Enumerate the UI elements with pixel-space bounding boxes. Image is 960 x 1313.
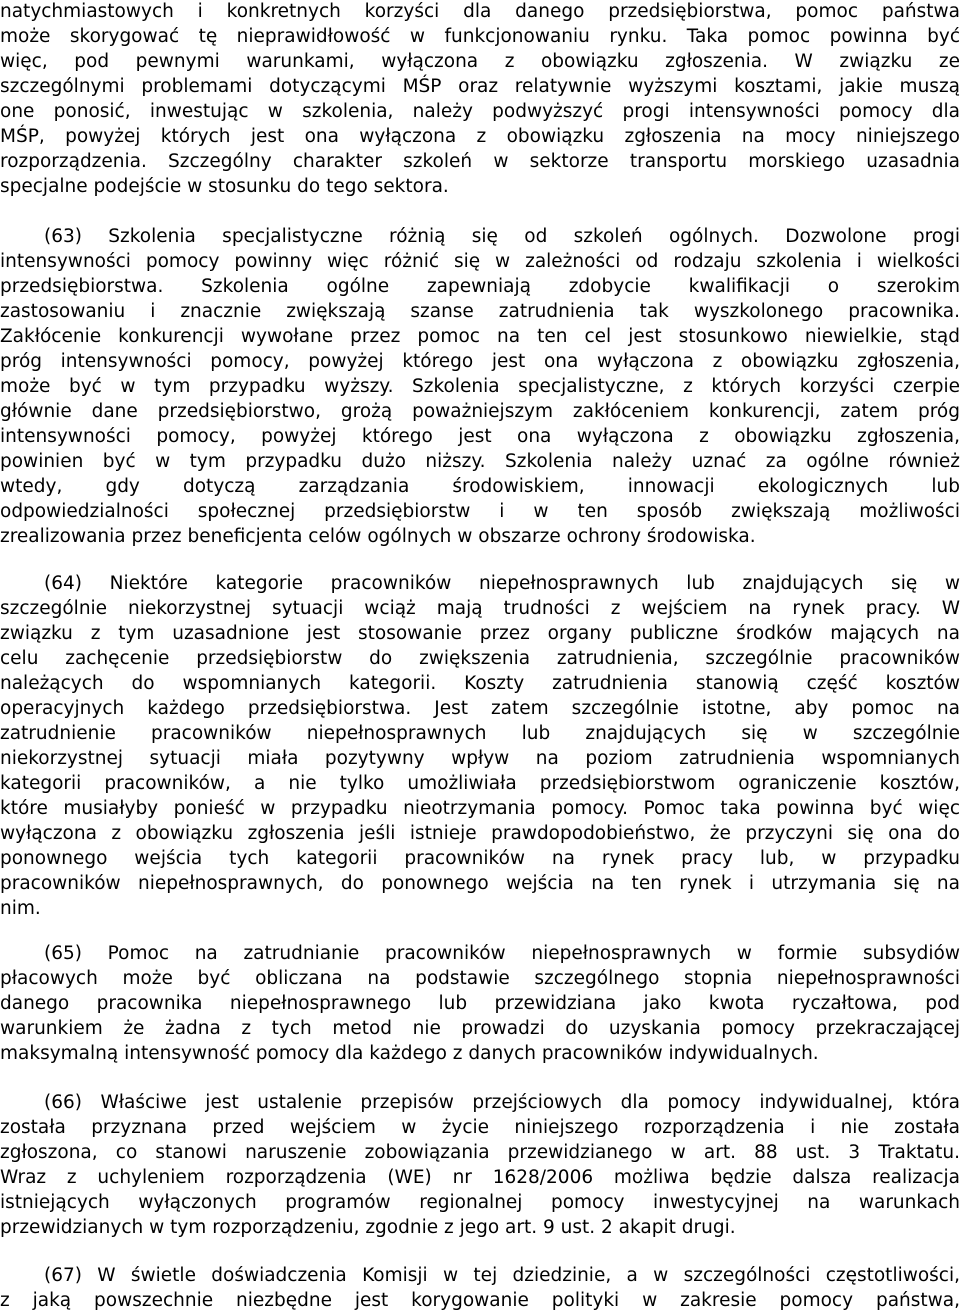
text-line: szczególnie niekorzystnej sytuacji wciąż mają trudności z wejściem na rynek pracy. W	[0, 598, 960, 619]
text-line: próg intensywności pomocy, powyżej którego jest ona wyłączona z obowiązku zgłoszenia,	[0, 351, 960, 372]
text-line: warunkiem że żadna z tych metod nie prowadzi do uzyskania pomocy przekraczającej	[0, 1018, 960, 1039]
text-line: przedsiębiorstwa. Szkolenia ogólne zapewniają zdobycie kwalifikacji o szerokim	[0, 276, 960, 297]
text-line: związku z tym uzasadnione jest stosowanie przez organy publiczne środków mających na	[0, 623, 960, 644]
text-line: może być w tym przypadku wyższy. Szkolenia specjalistyczne, z których korzyści czerpie	[0, 376, 960, 397]
text-line: powinien być w tym przypadku dużo niższy. Szkolenia należy uznać za ogólne również	[0, 451, 960, 472]
text-line: nim.	[0, 898, 41, 919]
text-line: natychmiastowych i konkretnych korzyści dla danego przedsiębiorstwa, pomoc państwa	[0, 1, 960, 22]
text-line: wyłączona z obowiązku zgłoszenia jeśli istnieje prawdopodobieństwo, że przyczyni się ona do	[0, 823, 960, 844]
text-line: przewidzianych w tym rozporządzeniu, zgodnie z jego art. 9 ust. 2 akapit drugi.	[0, 1217, 736, 1238]
text-line: celu zachęcenie przedsiębiorstw do zwiększenia zatrudnienia, szczególnie pracowników	[0, 648, 960, 669]
text-line: Wraz z uchyleniem rozporządzenia (WE) nr 1628/2006 możliwa będzie dalsza realizacja	[0, 1167, 960, 1188]
text-line: pracowników niepełnosprawnych, do ponownego wejścia na ten rynek i utrzymania się na	[0, 873, 960, 894]
text-line: może skorygować tę nieprawidłowość w funkcjonowaniu rynku. Taka pomoc powinna być	[0, 26, 960, 47]
text-line: istniejących wyłączonych programów regionalnej pomocy inwestycyjnej na warunkach	[0, 1192, 960, 1213]
text-line: została przyznana przed wejściem w życie niniejszego rozporządzenia i nie została	[0, 1117, 960, 1138]
text-line: (66) Właściwe jest ustalenie przepisów przejściowych dla pomocy indywidualnej, która	[44, 1092, 960, 1113]
text-line: głównie dane przedsiębiorstwo, grożą poważniejszym zakłóceniem konkurencji, zatem próg	[0, 401, 960, 422]
text-line: operacyjnych każdego przedsiębiorstwa. Jest zatem szczególnie istotne, aby pomoc na	[0, 698, 960, 719]
text-line: (65) Pomoc na zatrudnianie pracowników niepełnosprawnych w formie subsydiów	[44, 943, 960, 964]
text-line: Zakłócenie konkurencji wywołane przez pomoc na ten cel jest stosunkowo niewielkie, stąd	[0, 326, 960, 347]
text-line: rozporządzenia. Szczególny charakter szkoleń w sektorze transportu morskiego uzasadnia	[0, 151, 960, 172]
text-line: płacowych może być obliczana na podstawie szczególnego stopnia niepełnosprawności	[0, 968, 960, 989]
text-line: zatrudnienie pracowników niepełnosprawnych lub znajdujących się w szczególnie	[0, 723, 960, 744]
text-line: zastosowaniu i znacznie zwiększają szanse zatrudnienia tak wyszkolonego pracownika.	[0, 301, 960, 322]
text-line: danego pracownika niepełnosprawnego lub przewidziana jako kwota ryczałtowa, pod	[0, 993, 960, 1014]
text-line: kategorii pracowników, a nie tylko umożliwiała przedsiębiorstwom ograniczenie kosztów,	[0, 773, 960, 794]
text-line: one ponosić, inwestując w szkolenia, należy podwyższyć progi intensywności pomocy dla	[0, 101, 960, 122]
text-line: (63) Szkolenia specjalistyczne różnią się od szkoleń ogólnych. Dozwolone progi	[44, 226, 960, 247]
text-line: (67) W świetle doświadczenia Komisji w tej dziedzinie, a w szczególności częstotliwości,	[44, 1265, 960, 1286]
text-line: odpowiedzialności społecznej przedsiębiorstw i w ten sposób zwiększają możliwości	[0, 501, 960, 522]
text-line: należących do wspomnianych kategorii. Koszty zatrudnienia stanowią część kosztów	[0, 673, 960, 694]
text-line: zrealizowania przez beneficjenta celów ogólnych w obszarze ochrony środowiska.	[0, 526, 756, 547]
text-line: niekorzystnej sytuacji miała pozytywny wpływ na poziom zatrudnienia wspomnianych	[0, 748, 960, 769]
text-line: które musiałyby ponieść w przypadku nieotrzymania pomocy. Pomoc taka powinna być więc	[0, 798, 960, 819]
text-line: intensywności pomocy powinny więc różnić się w zależności od rodzaju szkolenia i wielkości	[0, 251, 960, 272]
text-line: MŚP, powyżej których jest ona wyłączona z obowiązku zgłoszenia na mocy niniejszego	[0, 126, 960, 147]
text-line: ponownego wejścia tych kategorii pracowników na rynek pracy lub, w przypadku	[0, 848, 960, 869]
text-line: szczególnymi problemami dotyczącymi MŚP oraz relatywnie wyższymi kosztami, jakie muszą	[0, 76, 960, 97]
text-line: specjalne podejście w stosunku do tego sektora.	[0, 176, 449, 197]
text-line: maksymalną intensywność pomocy dla każdego z danych pracowników indywidualnych.	[0, 1043, 819, 1064]
text-line: z jaką powszechnie niezbędne jest korygowanie polityki w zakresie pomocy państwa,	[0, 1290, 960, 1311]
text-line: zgłoszona, co stanowi naruszenie zobowiązania przewidzianego w art. 88 ust. 3 Traktatu.	[0, 1142, 960, 1163]
text-line: więc, pod pewnymi warunkami, wyłączona z obowiązku zgłoszenia. W związku ze	[0, 51, 960, 72]
text-line: (64) Niektóre kategorie pracowników niepełnosprawnych lub znajdujących się w	[44, 573, 960, 594]
text-line: wtedy, gdy dotyczą zarządzania środowiskiem, innowacji ekologicznych lub	[0, 476, 960, 497]
text-line: intensywności pomocy, powyżej którego jest ona wyłączona z obowiązku zgłoszenia,	[0, 426, 960, 447]
